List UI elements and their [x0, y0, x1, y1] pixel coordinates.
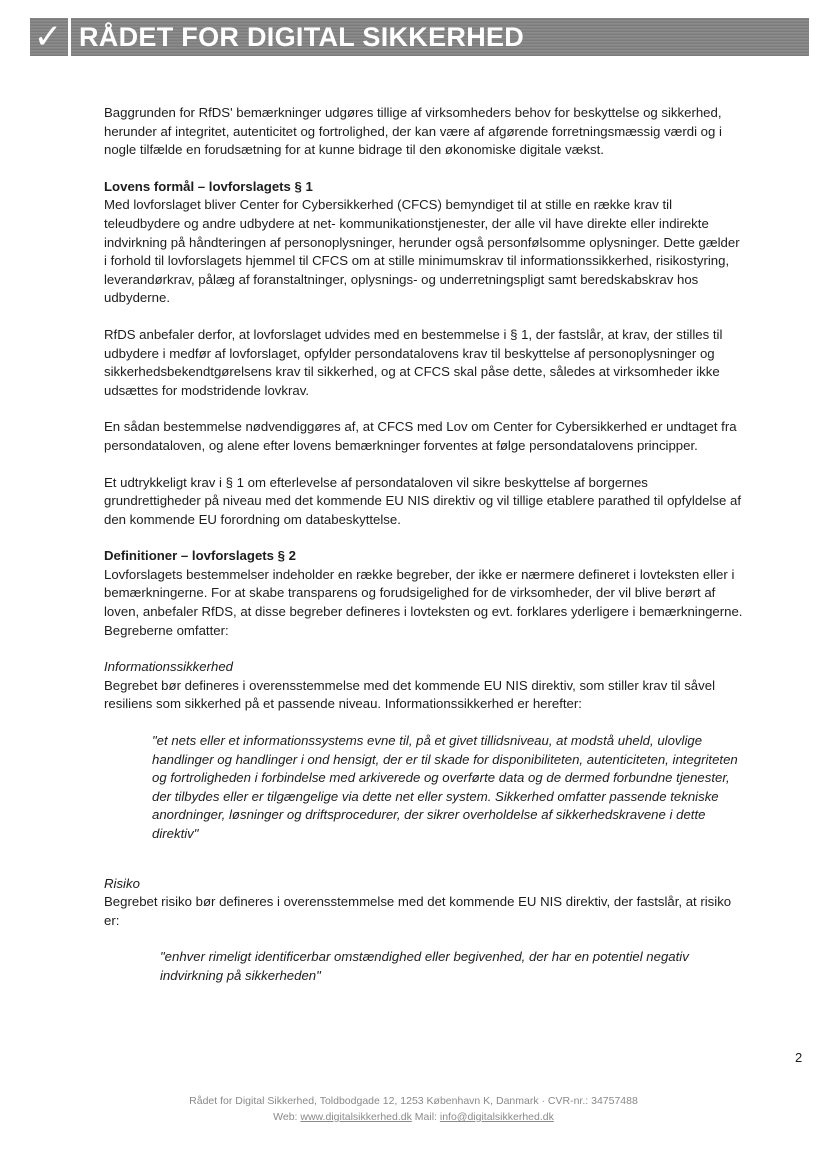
page-footer	[0, 1093, 827, 1125]
term-informationssikkerhed: Informationssikkerhed	[104, 659, 234, 675]
header-banner	[30, 18, 809, 56]
footer-web-link[interactable]: www.digitalsikkerhed.dk	[300, 1111, 412, 1123]
section1-paragraph-4: Et udtrykkeligt krav i § 1 om efterlevelse af persondataloven vil sikre beskyttelse af borgernes grundrettigheder på niveau med det kommende EU NIS direktiv og vil tillige etablere parathed til opfyldelse af den kommende EU forordning om databeskyttelse.	[104, 474, 742, 527]
page-number: 2	[795, 1050, 803, 1065]
section2-paragraph-1: Lovforslagets bestemmelser indeholder en række begreber, der ikke er nærmere defineret i lovteksten eller i bemærkningerne. For at skabe transparens og forudsigelighed for de virksomheder, der vil blive berørt af loven, anbefaler RfDS, at disse begreber defineres i lovteksten og evt. forklares yderligere i bemærkningerne. Begreberne omfatter:	[104, 566, 743, 638]
intro-paragraph: Baggrunden for RfDS' bemærkninger udgøres tillige af virksomheders behov for beskyttelse og sikkerhed, herunder af integritet, autenticitet og fortrolighed, der kan være af afgørende forretningsmæssig værdi og i nogle tilfælde en forudsætning for at kunne bidrage til den økonomiske digitale vækst.	[104, 105, 722, 158]
term-risiko: Risiko	[104, 875, 140, 891]
check-icon: ✓	[33, 17, 63, 57]
brand-name: RÅDET FOR DIGITAL SIKKERHED	[79, 21, 525, 52]
term2-quote: "enhver rimeligt identificerbar omstændighed eller begivenhed, der har en potentiel negativ indvirkning på sikkerheden"	[160, 949, 689, 983]
footer-contact	[0, 1109, 827, 1125]
banner-divider	[68, 18, 71, 56]
section-heading-purpose: Lovens formål – lovforslagets § 1	[104, 178, 313, 194]
section1-paragraph-2: RfDS anbefaler derfor, at lovforslaget udvides med en bestemmelse i § 1, der fastslår, at krav, der stilles til udbydere i medfør af lovforslaget, opfylder persondatalovens krav til beskyttelse af personoplysninger og sikkerhedsbekendtgørelsens krav til sikkerhed, og at CFCS skal påse dette, således at virksomheder ikke udsættes for modstridende lovkrav.	[104, 326, 723, 398]
section-heading-definitions: Definitioner – lovforslagets § 2	[104, 548, 297, 564]
term2-description: Begrebet risiko bør defineres i overensstemmelse med det kommende EU NIS direktiv, der fastslår, at risiko er:	[104, 894, 732, 928]
term1-description: Begrebet bør defineres i overensstemmelse med det kommende EU NIS direktiv, som stiller krav til såvel resiliens som sikkerhed på et passende niveau. Informationssikkerhed er herefter:	[104, 677, 716, 712]
section1-paragraph-1: Med lovforslaget bliver Center for Cybersikkerhed (CFCS) bemyndiget til at stille en række krav til teleudbydere og andre udbydere at net- kommunikationstjenester, der alle vil have direkte eller indirekte indvirkning på håndteringen af personoplysninger, herunder også personfølsomme oplysninger. Dette gælder i forhold til lovforslagets hjemmel til CFCS om at stille minimumskrav til informationssikkerhed, risikostyring, leverandørkrav, pålæg af foranstaltninger, oplysnings- og underretningspligt samt beredskabskrav hos udbyderne.	[104, 197, 740, 306]
document-body	[104, 104, 744, 986]
term1-quote: "et nets eller et informationssystems evne til, på et givet tillidsniveau, at modstå uheld, ulovlige handlinger og handlinger i ond hensigt, der er til skade for disponibiliteten, autenticiteten, integriteten og fortroligheden i forbindelse med arkiverede og overførte data og de dermed forbundne tjenester, der tilbydes eller er tilgængelige via dette net eller system. Sikkerhed omfatter passende tekniske anordninger, løsninger og driftsprocedurer, der sikrer overholdelse af sikkerhedskravene i dette direktiv"	[152, 733, 738, 841]
section1-paragraph-3: En sådan bestemmelse nødvendiggøres af, at CFCS med Lov om Center for Cybersikkerhed er undtaget fra persondataloven, og alene efter lovens bemærkninger forventes at følge persondatalovens principper.	[104, 419, 737, 453]
footer-mail-label: Mail:	[414, 1111, 437, 1123]
footer-address: Rådet for Digital Sikkerhed, Toldbodgade 12, 1253 København K, Danmark · CVR-nr.: 34757488	[189, 1095, 638, 1107]
footer-mail-link[interactable]: info@digitalsikkerhed.dk	[439, 1111, 554, 1123]
footer-web-label: Web:	[273, 1111, 298, 1123]
